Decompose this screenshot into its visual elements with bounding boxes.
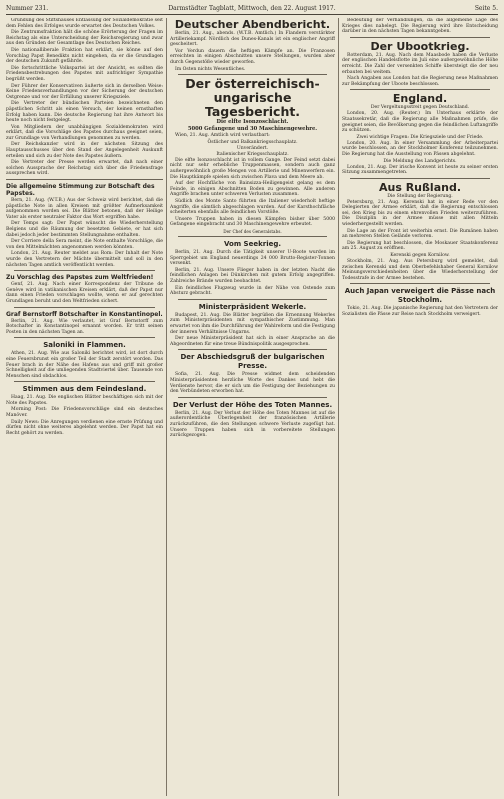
paragraph: Der Reichskanzler wird in der nächsten Sitzung des Hauptausschusses über den Stand der Angelegenheit Auskunft erteilen und sich zu der Note des Papstes äußern. [6, 142, 163, 159]
paragraph: Die Regierung hat beschlossen, die Moskauer Staatskonferenz am 25. August zu eröffnen. [342, 240, 498, 252]
section-label: Kerenski gegen Kornilow. [390, 253, 450, 259]
subheadline: Die Stellung der Regierung. [387, 193, 453, 199]
section-label: Italienischer Kriegsschauplatz. [216, 151, 289, 157]
divider [350, 37, 490, 38]
article-headline: Saloniki in Flammen. [43, 341, 126, 350]
divider [178, 236, 327, 237]
divider [350, 283, 490, 284]
article-headline: Der Ubootkrieg. [370, 39, 470, 53]
paragraph: Der Corriere della Sera meint, die Note enthalte Vorschläge, die von den Mittelmächten angenommen werden könnten. [6, 239, 163, 250]
article-headline: Der Verlust der Höhe des Toten Mannes. [172, 400, 333, 409]
paragraph: London, 21. Aug. Der irische Konvent ist heute zu seiner ersten Sitzung zusammengetreten. [342, 164, 498, 176]
paragraph: Südlich des Monte Santo führten die Italiener wiederholt heftige Angriffe, die sämtlich abgeschlagen wurden. Auf der Karsthochfläche scheiterten ebenfalls alle feindlichen Vorstöße. [170, 198, 335, 216]
subheadline: Die elfte Isonzoschlacht. [216, 119, 289, 126]
subheadline: 5000 Gefangene und 30 Maschinengewehre. [187, 126, 318, 133]
article-headline: Auch Japan verweigert die Pässe nach Stockholm. [344, 287, 496, 305]
paragraph: Rotterdam, 21. Aug. Nach dem Maasbode haben die Verluste der englischen Handelsflotte im Juli eine außergewöhnliche Höhe erreicht. Die Zahl der versenkten Schiffe übersteigt die der neu erbauten bei weitem. [342, 52, 498, 75]
divider [178, 349, 327, 350]
divider [178, 299, 327, 300]
article-headline: Vom Seekrieg. [223, 240, 282, 249]
paragraph: Berlin, 21. Aug. Durch die Tätigkeit unserer U-Boote wurden im Sperrgebiet um England neuerdings 24 000 Brutto-Register-Tonnen versenkt. [170, 250, 335, 267]
paragraph: Berlin, 21. Aug. Wie verlautet, ist Graf Bernstorff zum Botschafter in Konstantinopel ernannt worden. Er tritt seinen Posten in den nächsten Tagen an. [6, 318, 163, 335]
paragraph: Genf, 21. Aug. Nach einer Korrespondenz der Tribune de Genève wird in vatikanischen Kreisen erklärt, daß der Papst nur dann einen Frieden vorschlagen wollte, wenn er auf gerechten Grundlagen beruht und den Weltfrieden sichert. [6, 282, 163, 304]
paragraph: Die Zentrumsfraktion hält die schöne Erörterung der Fragen im Reichstag als eine Unterscheidung der Reichsregierung und zwar aus den Gründen der Gesamtlage des Deutschen Reiches. [6, 30, 163, 47]
issue-number: Nummer 231. [6, 5, 49, 12]
paragraph: Die Vertreter der bündischen Parteien bezeichneten den päpstlichen Schritt als einen Versuch, der keinen ernsthaften Erfolg haben kann. Die deutsche Regierung hat ihre Antwort bis heute noch nicht festgelegt. [6, 101, 163, 124]
article-headline: Zu Vorschlag des Papstes zum Weltfrieden! [6, 274, 154, 282]
paragraph: Tokio, 21. Aug. Die japanische Regierung hat den Vertretern der Sozialisten die Pässe zur Reise nach Stockholm verweigert. [342, 306, 498, 317]
article-headline: Ministerpräsident Wekerle. [198, 302, 307, 311]
divider [6, 179, 163, 180]
column-2 [170, 18, 335, 796]
signature: Der Chef des Generalstabs. [223, 228, 282, 234]
paragraph: Die Vertreter der Presse werden erwartet, daß nach einer solchen Aussprache der Reichstag sich über die Friedensfrage aussprechen wird. [6, 160, 163, 177]
paragraph: Petersburg, 21. Aug. Kerenski hat in einer Rede vor den Delegierten der Armee erklärt, daß die Regierung entschlossen sei, den Krieg bis zu einem ehrenvollen Frieden weiterzuführen. Die Disziplin in der Armee müsse mit allen Mitteln wiederhergestellt werden. [342, 199, 498, 228]
divider [14, 337, 155, 338]
masthead-line: Darmstädter Tagblatt, Mittwoch, den 22. August 1917. [168, 5, 336, 12]
divider [178, 74, 327, 75]
article-headline: Der Abschiedsgruß der bulgarischen Presse. [180, 353, 325, 371]
paragraph: Die fortschrittliche Volkspartei ist der Ansicht, es sollten die Friedensbestrebungen des Papstes mit aufrichtiger Sympathie begrüßt werden. [6, 65, 163, 82]
paragraph: Bern, 21. Aug. (W.T.B.) Aus der Schweiz wird berichtet, daß die päpstliche Note in allen Kreisen mit größter Aufmerksamkeit aufgenommen worden sei. Die Blätter betonen, daß der Heilige Vater als erster neutraler Faktor das Wort ergriffen habe. [6, 198, 163, 220]
divider [14, 270, 155, 271]
divider [350, 89, 490, 90]
paragraph: Im Osten nichts Wesentliches. [175, 66, 246, 72]
paragraph: Daily News: Die Anregungen verdienen eine ernste Prüfung und dürfen nicht ohne weiteres abgelehnt werden. Der Papst hat ein Recht gehört zu werden. [6, 419, 163, 436]
column-rule [338, 18, 339, 796]
article-headline: Aus Rußland. [378, 180, 461, 194]
paragraph: Wien, 21. Aug. Amtlich wird verlautbart: [175, 133, 270, 139]
paragraph: Budapest, 21. Aug. Die Blätter begrüßen die Ernennung Wekerles zum Ministerpräsidenten mit sympathischer Zustimmung. Man erwartet von ihm die Durchführung der Wahlreform und die Festigung der inneren Verhältnisse Ungarns. [170, 312, 335, 335]
subheadline: Der Vergeltungsstreit gegen Deutschland. [370, 105, 470, 111]
paragraph: Athen, 21. Aug. Wie aus Saloniki berichtet wird, ist dort durch eine Feuersbrunst ein großer Teil der Stadt zerstört worden. Das Feuer brach in der Nähe des Hafens aus und griff mit großer Schnelligkeit auf die umliegenden Stadtviertel über. Tausende von Menschen sind obdachlos. [6, 351, 163, 379]
paragraph: Sofia, 21. Aug. Die Presse widmet dem scheidenden Ministerpräsidenten herzliche Worte des Dankes und hebt die Verdienste hervor, die er sich um die Festigung der Beziehungen zu den Verbündeten erworben hat. [170, 372, 335, 395]
article-headline: England. [392, 92, 448, 106]
paragraph: Bedeutung der Verhandlungen, da die allgemeine Lage des Krieges dies nahelegt. Die Regierung wird ihre Entscheidung darüber in den nächsten Tagen bekanntgeben. [342, 18, 498, 35]
paragraph: Gründung des Stiftshauses Entlassung der Sozialdemokratie seit dem Fehlen des Erfolges wurde erwartet des Deutschen Volkes. [6, 18, 163, 29]
page-header [6, 4, 498, 15]
section-label: Zwei wichtige Fragen: Die Kriegsziele und der Friede. [356, 134, 484, 140]
intro-article [6, 18, 163, 177]
paragraph: Ein feindliches Flugzeug wurde in der Nähe von Ostende zum Absturz gebracht. [170, 285, 335, 297]
paragraph: Von Mitgliedern der unabhängigen Sozialdemokraten wird erklärt, daß die Vorschläge des Papstes durchaus geeignet seien, zur Grundlage von Verhandlungen genommen zu werden. [6, 124, 163, 141]
section-note: Unverändert. [236, 145, 269, 151]
section-label: Östlicher und Balkankriegsschauplatz. [207, 139, 298, 145]
paragraph: Stockholm, 21. Aug. Aus Petersburg wird gemeldet, daß zwischen Kerenski und dem Oberbefehlshaber General Kornilow Meinungsverschiedenheiten über die Wiederherstellung der Todesstrafe in der Armee bestehen. [342, 259, 498, 281]
paragraph: Berlin, 21. Aug. Der Verlust der Höhe des Toten Mannes ist auf die außerordentliche Überlegenheit der französischen Artillerie zurückzuführen, die den Stellungen schwere Verluste zugefügt hat. Unsere Truppen haben sich in vorbereitete Stellungen zurückgezogen. [170, 410, 335, 439]
paragraph: Die elfte Isonzoschlacht ist in vollem Gange. Der Feind setzt dabei nicht nur sehr erhebliche Truppenmassen, sondern auch ganz außergewöhnlich große Mengen von Artillerie und Minenwerfern ein. Die Hauptkämpfe spielen sich zwischen Plava und dem Meere ab. [170, 157, 335, 180]
divider [14, 307, 155, 308]
paragraph: Der neue Ministerpräsident hat sich in einer Ansprache an die Abgeordneten für eine treue Bündnispolitik ausgesprochen. [170, 336, 335, 347]
paragraph: Berlin, 21. Aug. Unsere Flieger haben in der letzten Nacht die feindlichen Anlagen bei Dünkirchen mit gutem Erfolg angegriffen. Zahlreiche Brände wurden beobachtet. [170, 267, 335, 285]
paragraph: Unsere Truppen haben in diesen Kämpfen bisher über 5000 Gefangene eingebracht und 30 Maschinengewehre erbeutet. [170, 216, 335, 228]
paragraph: London, 21. Aug. Reuter meldet aus Rom: Der Inhalt der Note wurde den Vertretern der Mächte übermittelt und soll in den nächsten Tagen amtlich veröffentlicht werden. [6, 251, 163, 268]
column-rule [166, 18, 167, 796]
section-label: Die Meldung des Landgerichts. [383, 158, 457, 164]
paragraph: Die nationalliberale Fraktion hat erklärt, sie könne auf den Vorschlag Papst Benedikts nicht eingehen, da er die Grundlagen der deutschen Zukunft gefährde. [6, 47, 163, 65]
paragraph: Morning Post: Die Friedensvorschläge sind ein deutsches Manöver. [6, 407, 163, 419]
article-headline: Die allgemeine Stimmung zur Botschaft des Papstes. [6, 183, 155, 198]
divider [178, 397, 327, 398]
page-number: Seite 5. [474, 5, 498, 12]
paragraph: Nach Angaben aus London hat die Regierung neue Maßnahmen zur Bekämpfung der Uboote beschlossen. [342, 76, 498, 87]
column-3 [342, 18, 498, 796]
paragraph: Die Lage an der Front ist weiterhin ernst. Die Rumänen haben an mehreren Stellen Gelände verloren. [342, 228, 498, 240]
paragraph: Haag, 21. Aug. Die englischen Blätter beschäftigen sich mit der Note des Papstes. [6, 395, 163, 406]
paragraph: Vor Verdun dauern die heftigen Kämpfe an. Die Franzosen erreichten in einigen Abschnitten unsere Stellungen, wurden aber durch Gegenstöße wieder geworfen. [170, 48, 335, 65]
paragraph: London, 20. Aug. In einer Versammlung der Arbeiterpartei wurde beschlossen, an der Stockholmer Konferenz teilzunehmen. Die Regierung hat die Ausstellung von Pässen abgelehnt. [342, 140, 498, 157]
article-headline: Deutscher Abendbericht. [174, 18, 331, 31]
article-headline: Stimmen aus dem Feindesland. [22, 385, 147, 394]
article-headline: Graf Bernstorff Botschafter in Konstantinopel. [6, 310, 163, 318]
divider [14, 381, 155, 382]
paragraph: Der Temps sagt: Der Papst wünscht die Wiederherstellung Belgiens und die Räumung der besetzten Gebiete, er hat sich dabei jedoch jeder bestimmten Stellungnahme enthalten. [6, 221, 163, 238]
paragraph: Auf der Hochfläche von Bainsizza-Heiligengeist gelang es dem Feinde, in einigen Abschnitten Boden zu gewinnen. Alle anderen Angriffe brachen unter schweren Verlusten zusammen. [170, 181, 335, 198]
paragraph: Berlin, 21. Aug., abends. (W.T.B. Amtlich.) In Flandern verstärkter Artilleriekampf. Nördlich des Dunes-Kanals ist ein englischer Angriff gescheitert. [170, 31, 335, 48]
paragraph: Der Führer der Konservativen äußerte sich in derselben Weise: Keine Friedensverhandlungen vor der Sicherung der deutschen Ostgrenze und vor der Erfüllung unserer Kriegsziele. [6, 83, 163, 100]
divider [350, 178, 490, 179]
column-1 [6, 18, 163, 796]
article-headline: Der österreichisch-ungarische Tagesbericht. [185, 76, 320, 120]
paragraph: London, 20. Aug. (Reuter.) Im Unterhaus erklärte der Staatssekretär, daß die Regierung alle Maßnahmen prüfe, die geeignet seien, die Bevölkerung gegen die feindlichen Luftangriffe zu schützen. [342, 111, 498, 134]
